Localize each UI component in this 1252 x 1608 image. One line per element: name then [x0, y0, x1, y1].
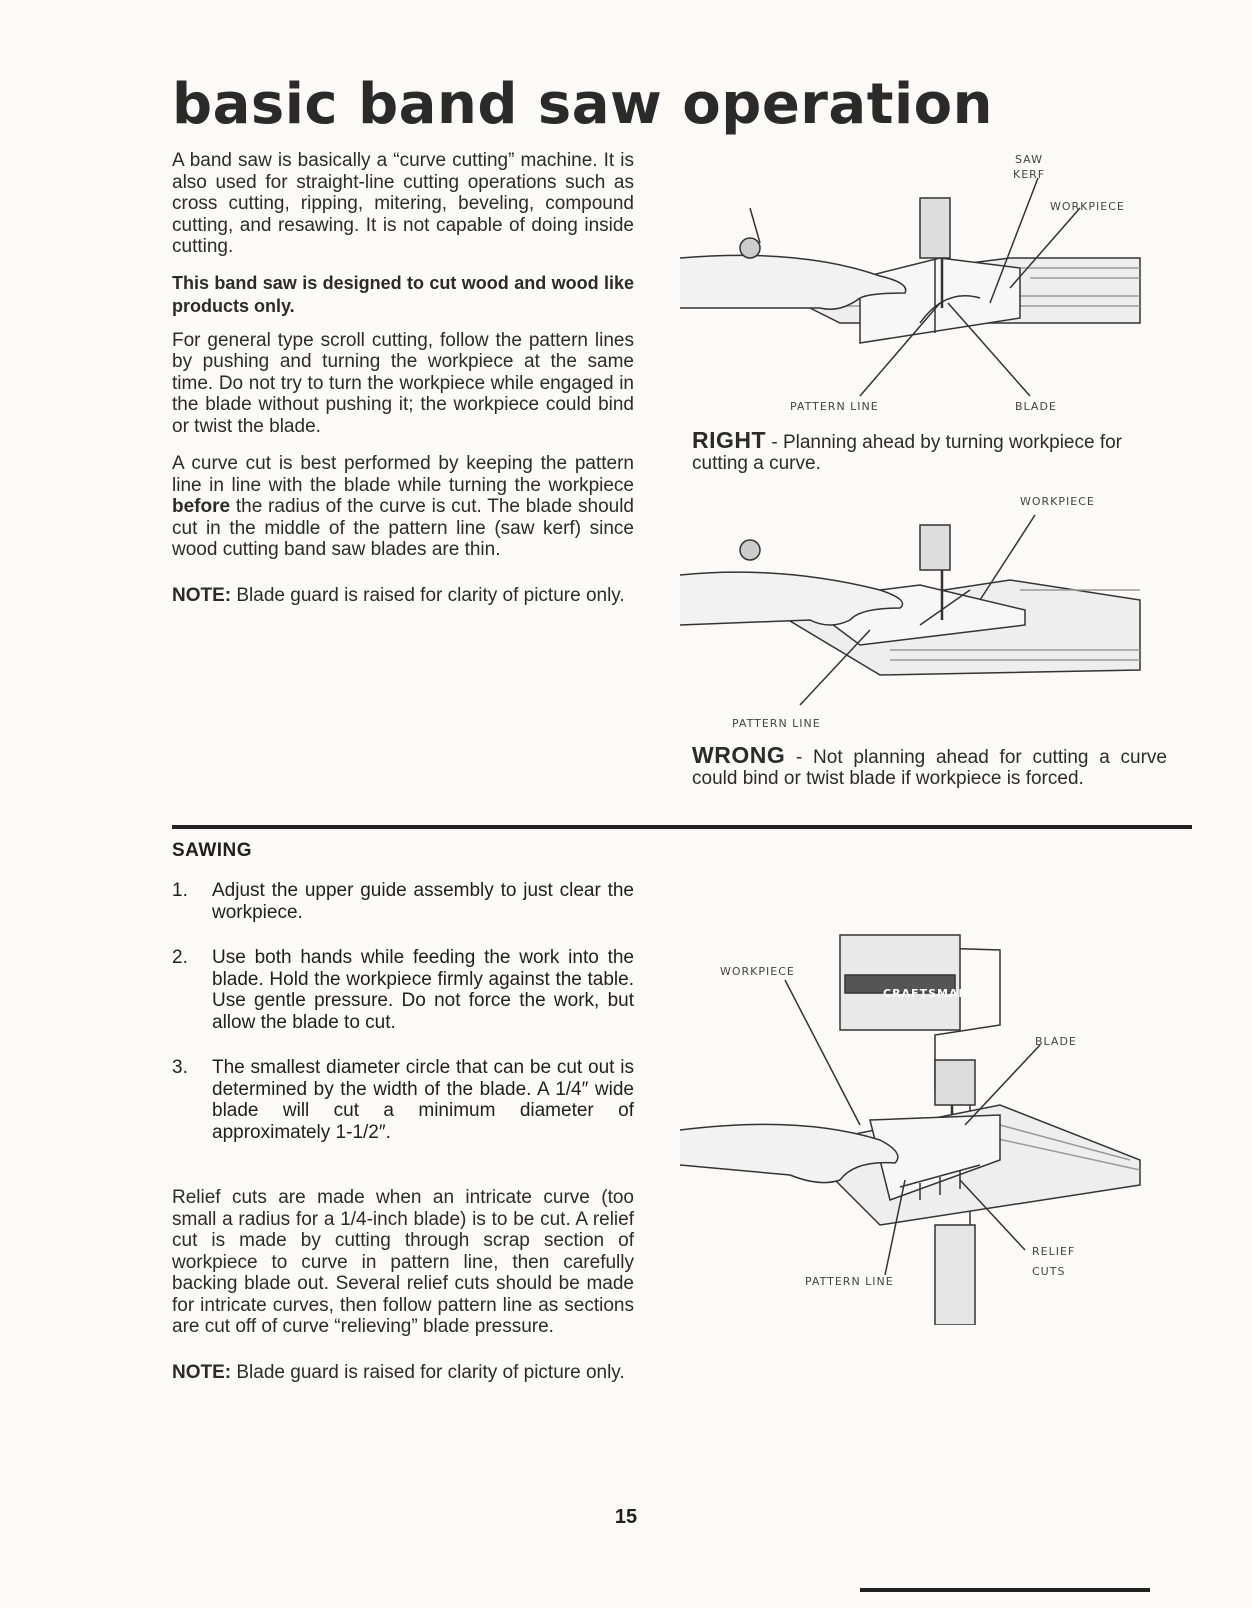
caption-wrong-label: WRONG [692, 742, 786, 768]
scroll-cutting-paragraph: For general type scroll cutting, follow the pattern lines by pushing and turning the workpiece at the same time. Do not try to turn the workpiece while engaged in the blade without pushing it; the workpiece could bind or twist the blade. [172, 329, 634, 437]
step-number: 1. [172, 880, 188, 901]
list-item [172, 1057, 634, 1143]
sawing-steps [172, 880, 634, 1383]
list-item [172, 880, 634, 923]
step-text: Adjust the upper guide assembly to just clear the workpiece. [212, 880, 634, 923]
curve-cut-paragraph [172, 453, 634, 561]
figure-right-caption [692, 427, 1172, 474]
figure-relief-cuts-illustration [680, 925, 1160, 1325]
figure-right-illustration [680, 148, 1160, 418]
step-text: Use both hands while feeding the work into the blade. Hold the workpiece firmly against the table. Use gentle pressure. Do not force the work, but allow the blade to cut. [212, 947, 634, 1033]
bottom-rule [860, 1588, 1150, 1592]
page-title: basic band saw operation [172, 72, 994, 137]
sawing-note [172, 1362, 634, 1384]
figure-wrong-illustration [680, 490, 1160, 735]
label-relief: RELIEF [1032, 1245, 1076, 1258]
curve-cut-emphasis: before [172, 496, 231, 517]
label-workpiece: WORKPIECE [1050, 200, 1125, 213]
note-text: Blade guard is raised for clarity of picture only. [231, 584, 625, 606]
label-blade-3: BLADE [1035, 1035, 1077, 1048]
label-pattern-line-2: PATTERN LINE [732, 717, 821, 730]
label-pattern-line-3: PATTERN LINE [805, 1275, 894, 1288]
caption-right-label: RIGHT [692, 427, 767, 453]
curve-cut-text-a: A curve cut is best performed by keeping the pattern line in line with the blade while turning the workpiece [172, 453, 634, 496]
intro-note [172, 585, 634, 607]
caption-wrong-text: - Not planning ahead for cutting a curve could bind or twist blade if workpiece is forced. [692, 747, 1167, 789]
section-divider [172, 825, 1192, 829]
label-cuts: CUTS [1032, 1265, 1066, 1278]
label-pattern-line: PATTERN LINE [790, 400, 879, 413]
step-number: 3. [172, 1057, 188, 1078]
label-blade: BLADE [1015, 400, 1057, 413]
label-workpiece-3: WORKPIECE [720, 965, 795, 978]
step-number: 2. [172, 947, 188, 968]
note-label: NOTE: [172, 1361, 232, 1383]
curve-cut-text-c: the radius of the curve is cut. The blade should cut in the middle of the pattern line (saw kerf) since wood cutting band saw blades are thin. [172, 496, 634, 560]
steps-list [172, 880, 634, 1143]
sawing-heading: SAWING [172, 840, 253, 861]
page-number: 15 [614, 1506, 638, 1528]
figure-wrong-caption [692, 742, 1167, 789]
note-text: Blade guard is raised for clarity of picture only. [231, 1361, 625, 1383]
warning-paragraph: This band saw is designed to cut wood and wood like products only. [172, 272, 634, 316]
label-saw: SAW [1015, 153, 1043, 166]
note-label: NOTE: [172, 584, 232, 606]
step-text: The smallest diameter circle that can be cut out is determined by the width of the blade. A 1/4″ wide blade will cut a minimum diameter of approximately 1-1/2″. [212, 1057, 634, 1143]
list-item [172, 947, 634, 1033]
caption-right-text: - Planning ahead by turning workpiece for cutting a curve. [692, 432, 1122, 474]
intro-paragraph: A band saw is basically a “curve cutting” machine. It is also used for straight-line cutting operations such as cross cutting, ripping, mitering, beveling, compound cutting, and resawing. It is not capable of doing inside cutting. [172, 150, 634, 257]
intro-column [172, 150, 634, 606]
relief-cuts-paragraph: Relief cuts are made when an intricate curve (too small a radius for a 1/4-inch blade) is to be cut. A relief cut is made by cutting through scrap section of workpiece to curve in pattern line, then carefully backing blade out. Several relief cuts should be made for intricate curves, then follow pattern line as sections are cut off of curve “relieving” blade pressure. [172, 1187, 634, 1337]
label-kerf: KERF [1013, 168, 1046, 181]
brand-logo: CRAFTSMAN [883, 987, 969, 1000]
label-workpiece-2: WORKPIECE [1020, 495, 1095, 508]
